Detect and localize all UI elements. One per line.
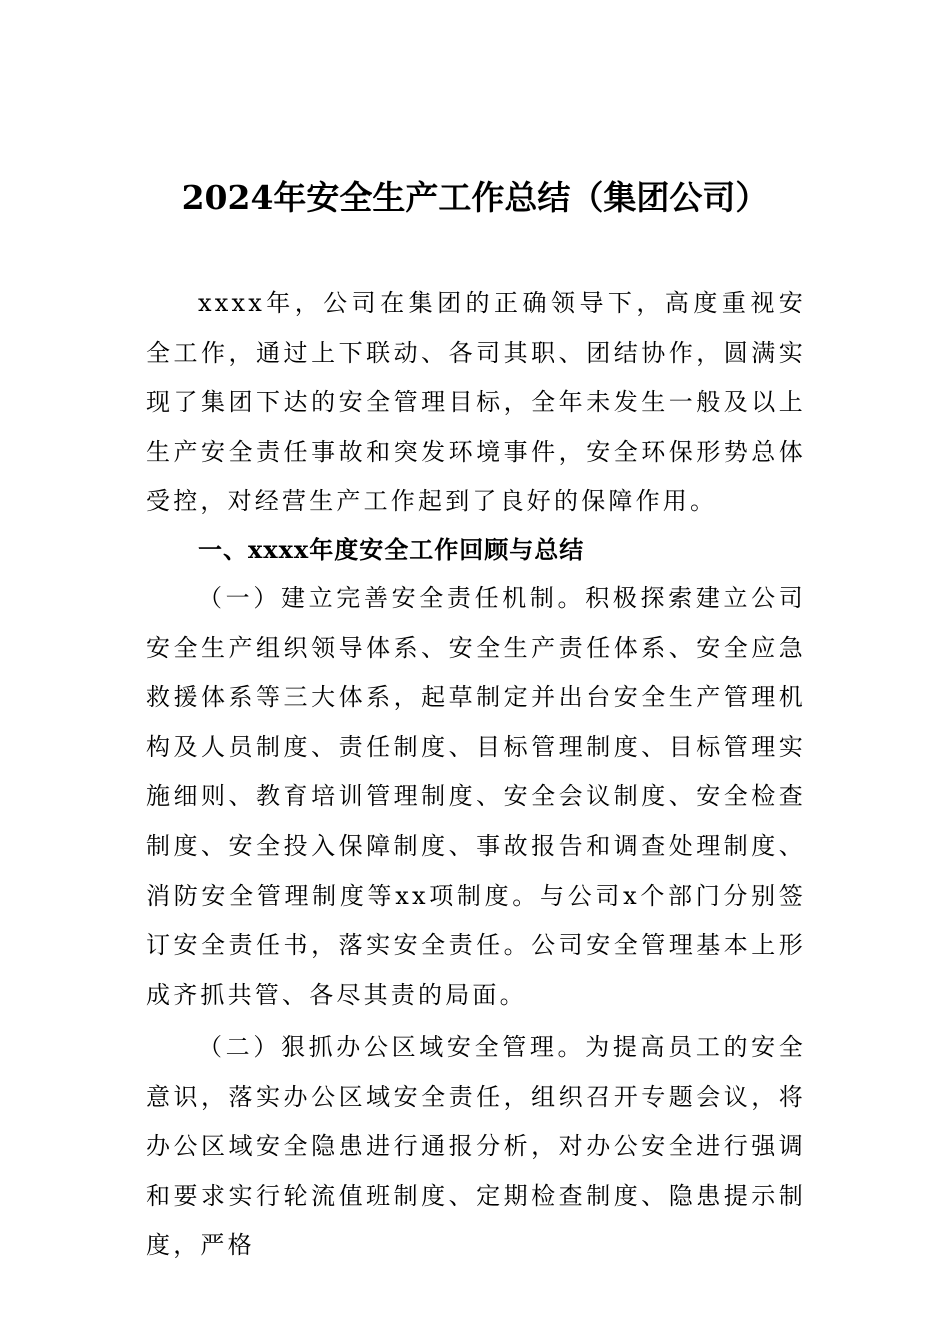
section-heading: 一、xxxx年度安全工作回顾与总结: [198, 535, 585, 564]
intro-paragraph: xxxx年，公司在集团的正确领导下，高度重视安全工作，通过上下联动、各司其职、团结协作，圆满实现了集团下达的安全管理目标，全年未发生一般及以上生产安全责任事故和突发环境事件，安全环保形势总体受控，对经营生产工作起到了良好的保障作用。: [146, 289, 806, 516]
section-heading-block: [146, 525, 806, 575]
item-two-block: [146, 1023, 806, 1271]
intro-block: [146, 279, 806, 527]
item-one-block: [146, 574, 806, 1020]
item-one-paragraph: （一）建立完善安全责任机制。积极探索建立公司安全生产组织领导体系、安全生产责任体系、安全应急救援体系等三大体系，起草制定并出台安全生产管理机构及人员制度、责任制度、目标管理制度、目标管理实施细则、教育培训管理制度、安全会议制度、安全检查制度、安全投入保障制度、事故报告和调查处理制度、消防安全管理制度等xx项制度。与公司x个部门分别签订安全责任书，落实安全责任。公司安全管理基本上形成齐抓共管、各尽其责的局面。: [146, 584, 806, 1009]
document-title: 2024年安全生产工作总结（集团公司）: [181, 178, 769, 217]
item-two-paragraph: （二）狠抓办公区域安全管理。为提高员工的安全意识，落实办公区域安全责任，组织召开专题会议，将办公区域安全隐患进行通报分析，对办公安全进行强调和要求实行轮流值班制度、定期检查制度、隐患提示制度，严格: [146, 1033, 806, 1260]
